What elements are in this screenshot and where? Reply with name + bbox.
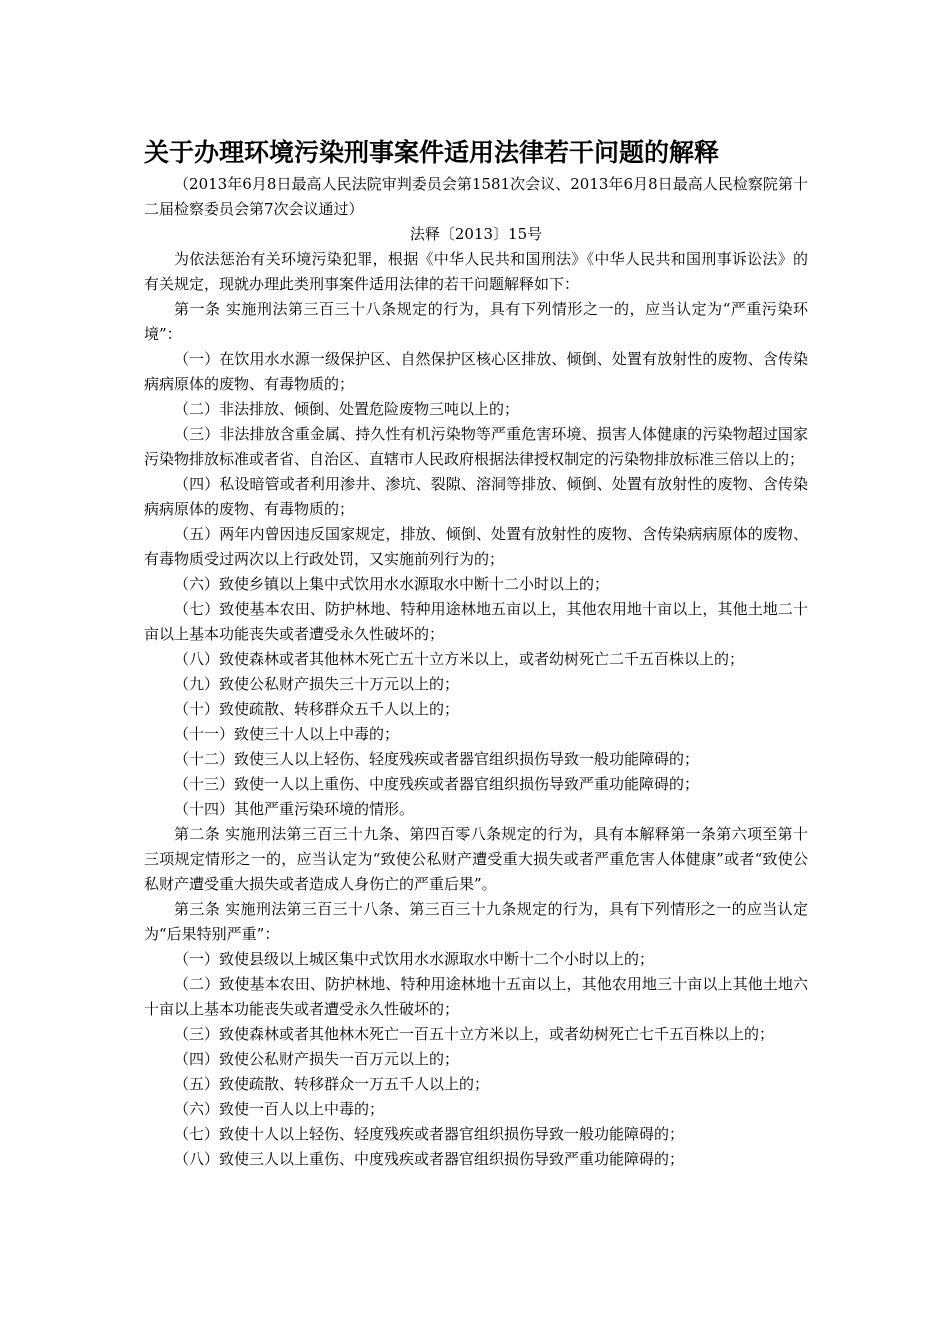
document-paragraph: （十一）致使三十人以上中毒的； [174,725,400,743]
document-paragraph: （七）致使十人以上轻伤、轻度残疾或者器官组织损伤导致一般功能障碍的； [174,1125,685,1143]
document-body [144,136,808,1172]
document-paragraph: （一）致使县级以上城区集中式饮用水水源取水中断十二个小时以上的； [174,950,655,968]
document-paragraph: （五）致使疏散、转移群众一万五千人以上的； [174,1075,490,1093]
document-paragraph: （二）致使基本农田、防护林地、特种用途林地十五亩以上，其他农用地三十亩以上其他土地六十亩以上基本功能丧失或者遭受永久性破坏的； [144,975,808,1018]
document-paragraph: （十三）致使一人以上重伤、中度残疾或者器官组织损伤导致严重功能障碍的； [174,775,700,793]
document-paragraph: 为依法惩治有关环境污染犯罪，根据《中华人民共和国刑法》《中华人民共和国刑事诉讼法》的有关规定，现就办理此类刑事案件适用法律的若干问题解释如下： [144,250,808,293]
document-paragraph: （2013年6月8日最高人民法院审判委员会第1581次会议、2013年6月8日最高人民检察院第十二届检察委员会第7次会议通过） [144,175,808,218]
document-paragraph: 第二条 实施刑法第三百三十九条、第四百零八条规定的行为，具有本解释第一条第六项至第十三项规定情形之一的，应当认定为“致使公私财产遭受重大损失或者严重危害人体健康”或者“致使公私财产遭受重大损失或者造成人身伤亡的严重后果”。 [144,825,808,893]
document-paragraph: （四）私设暗管或者利用渗井、渗坑、裂隙、溶洞等排放、倾倒、处置有放射性的废物、含传染病病原体的废物、有毒物质的； [144,475,808,518]
document-paragraph: （三）致使森林或者其他林木死亡一百五十立方米以上，或者幼树死亡七千五百株以上的； [174,1025,775,1043]
document-paragraphs [144,172,808,1172]
document-paragraph: （十二）致使三人以上轻伤、轻度残疾或者器官组织损伤导致一般功能障碍的； [174,750,700,768]
document-paragraph: （十四）其他严重污染环境的情形。 [174,800,415,818]
document-title: 关于办理环境污染刑事案件适用法律若干问题的解释 [144,138,720,167]
document-paragraph: （二）非法排放、倾倒、处置危险废物三吨以上的； [174,400,520,418]
document-paragraph: 第三条 实施刑法第三百三十八条、第三百三十九条规定的行为，具有下列情形之一的应当认定为“后果特别严重”： [144,900,808,943]
document-paragraph: 法释〔2013〕15号 [409,225,543,243]
document-paragraph: （八）致使三人以上重伤、中度残疾或者器官组织损伤导致严重功能障碍的； [174,1150,685,1168]
document-paragraph: （五）两年内曾因违反国家规定，排放、倾倒、处置有放射性的废物、含传染病病原体的废物、有毒物质受过两次以上行政处罚，又实施前列行为的； [144,525,808,568]
document-paragraph: （七）致使基本农田、防护林地、特种用途林地五亩以上，其他农用地十亩以上，其他土地二十亩以上基本功能丧失或者遭受永久性破坏的； [144,600,808,643]
document-paragraph: （三）非法排放含重金属、持久性有机污染物等严重危害环境、损害人体健康的污染物超过国家污染物排放标准或者省、自治区、直辖市人民政府根据法律授权制定的污染物排放标准三倍以上的； [144,425,808,468]
document-paragraph: （六）致使一百人以上中毒的； [174,1100,385,1118]
document-paragraph: （一）在饮用水水源一级保护区、自然保护区核心区排放、倾倒、处置有放射性的废物、含传染病病原体的废物、有毒物质的； [144,350,808,393]
document-paragraph: （六）致使乡镇以上集中式饮用水水源取水中断十二小时以上的； [174,575,610,593]
document-paragraph: （四）致使公私财产损失一百万元以上的； [174,1050,460,1068]
document-paragraph: （十）致使疏散、转移群众五千人以上的； [174,700,460,718]
document-paragraph: （九）致使公私财产损失三十万元以上的； [174,675,460,693]
document-paragraph: （八）致使森林或者其他林木死亡五十立方米以上，或者幼树死亡二千五百株以上的； [174,650,745,668]
document-paragraph: 第一条 实施刑法第三百三十八条规定的行为，具有下列情形之一的，应当认定为“严重污染环境”： [144,300,808,343]
